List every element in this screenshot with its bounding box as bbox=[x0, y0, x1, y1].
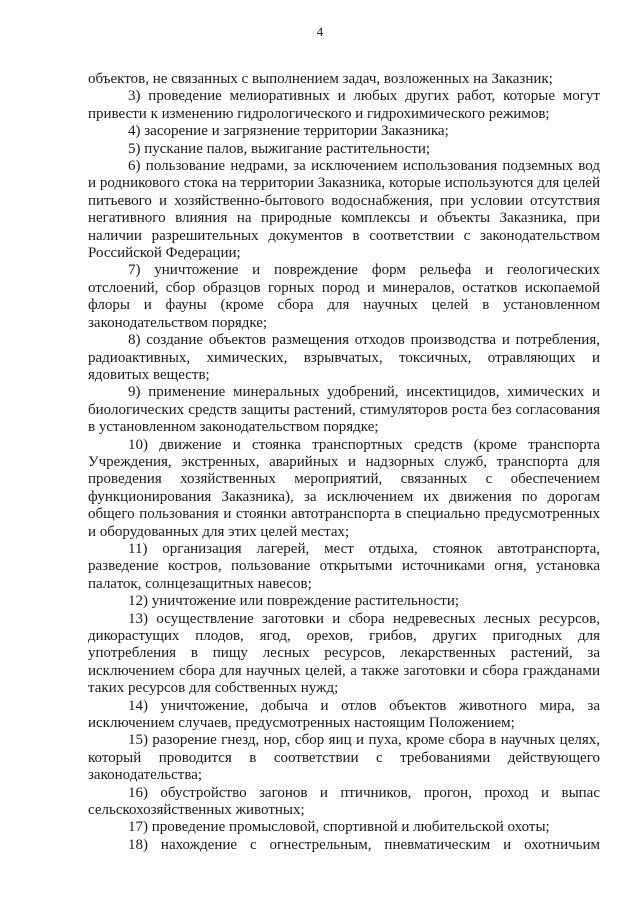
page-number: 4 bbox=[316, 24, 324, 39]
list-item-7: 7) уничтожение и повреждение форм рельефа и геологических отслоений, сбор образцов горных пород и минералов, остатков ископаемой флоры и фауны (кроме сбора для научных целей в установленном законодательством порядке; bbox=[88, 262, 600, 331]
list-item-12: 12) уничтожение или повреждение растительности; bbox=[128, 593, 460, 610]
list-item-3: 3) проведение мелиоративных и любых других работ, которые могут привести к изменению гидрологического и гидрохимического режимов; bbox=[88, 88, 600, 122]
list-item-17: 17) проведение промысловой, спортивной и любительской охоты; bbox=[128, 819, 550, 836]
list-item-4: 4) засорение и загрязнение территории Заказника; bbox=[128, 123, 449, 140]
list-item-15: 15) разорение гнезд, нор, сбор яиц и пуха, кроме сбора в научных целях, который проводится в соответствии с требованиями действующего законодательства; bbox=[88, 732, 600, 784]
list-item-16: 16) обустройство загонов и птичников, прогон, проход и выпас сельскохозяйственных животных; bbox=[88, 784, 600, 819]
list-item-5: 5) пускание палов, выжигание растительности; bbox=[128, 140, 431, 157]
list-item-13: 13) осуществление заготовки и сбора недревесных лесных ресурсов, дикорастущих плодов, ягод, орехов, грибов, других пригодных для употребления в пищу лесных ресурсов, лекарственных растений, за исключением сбора для научных целей, а также заготовки и сбора гражданами таких ресурсов для собственных нужд; bbox=[88, 610, 600, 697]
paragraph-continuation: объектов, не связанных с выполнением задач, возложенных на Заказник; bbox=[88, 71, 553, 87]
list-item-14: 14) уничтожение, добыча и отлов объектов животного мира, за исключением случаев, предусмотренных настоящим Положением; bbox=[88, 697, 600, 732]
list-item-8: 8) создание объектов размещения отходов производства и потребления, радиоактивных, химических, взрывчатых, токсичных, отравляющих и ядовитых веществ; bbox=[88, 332, 600, 383]
document-body bbox=[88, 71, 600, 854]
list-item-10: 10) движение и стоянка транспортных средств (кроме транспорта Учреждения, экстренных, аварийных и надзорных служб, транспорта для проведения хозяйственных мероприятий, связанных с обеспечением функционирования Заказника), за исключением их движения по дорогам общего пользования и стоянки автотранспорта в специально предусмотренных и оборудованных для этих целей местах; bbox=[88, 436, 600, 540]
list-item-11: 11) организация лагерей, мест отдыха, стоянок автотранспорта, разведение костров, пользование открытыми источниками огня, установка палаток, солнцезащитных навесов; bbox=[88, 540, 600, 592]
list-item-9: 9) применение минеральных удобрений, инсектицидов, химических и биологических средств защиты растений, стимуляторов роста без согласования в установленном законодательством порядке; bbox=[88, 384, 600, 436]
list-item-18: 18) нахождение с огнестрельным, пневматическим и охотничьим bbox=[128, 836, 600, 853]
list-item-6: 6) пользование недрами, за исключением использования подземных вод и родникового стока на территории Заказника, которые используются для целей питьевого и хозяйственно-бытового водоснабжения, при условии отсутствия негативного влияния на природные комплексы и объекты Заказника, при наличии разрешительных документов в соответствии с законодательством Российской Федерации; bbox=[88, 158, 600, 262]
